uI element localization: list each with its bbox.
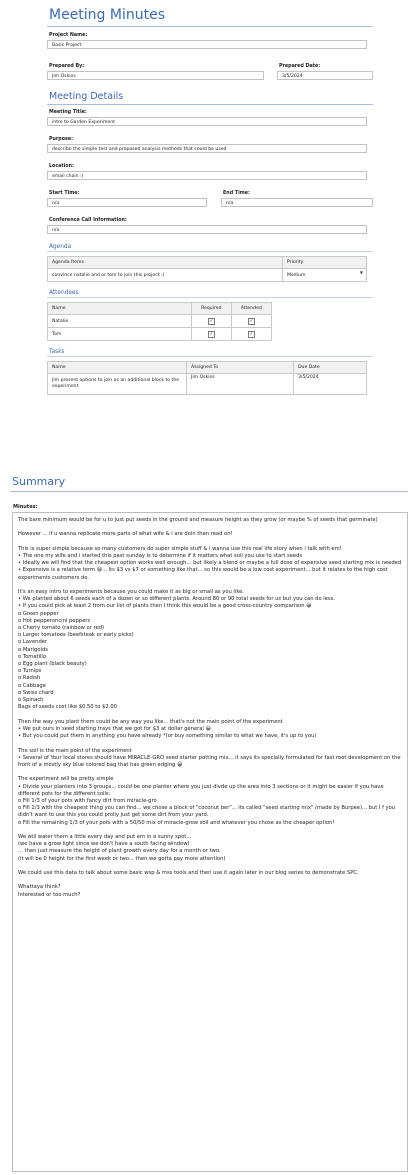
attended-checkbox[interactable]: ✓	[249, 318, 254, 324]
attendee-name-header: Name	[48, 303, 192, 315]
start-time-field[interactable]: n/a	[47, 198, 207, 207]
header-form	[47, 0, 373, 395]
priority-value: Medium	[287, 272, 306, 278]
end-time-field[interactable]: n/a	[221, 198, 373, 207]
required-header: Required	[192, 303, 232, 315]
prepared-date-field[interactable]: 3/5/2024	[277, 71, 373, 80]
tasks-heading: Tasks	[47, 348, 373, 357]
location-field[interactable]: email chain :)	[47, 171, 367, 180]
tasks-table	[47, 361, 367, 395]
attendees-heading: Attendees	[47, 289, 373, 298]
attendees-table	[47, 302, 272, 341]
meeting-title-label: Meeting Title:	[49, 110, 87, 115]
meeting-details-heading: Meeting Details	[47, 89, 373, 105]
prepared-date-label: Prepared Date:	[279, 64, 321, 69]
project-name-label: Project Name:	[49, 33, 88, 38]
agenda-heading: Agenda	[47, 243, 373, 252]
purpose-field[interactable]: describe the simple test and proposed analysis methods that could be used	[47, 144, 367, 153]
task-name-cell[interactable]: Jim present options to join as an additional block to the experiment	[48, 374, 187, 395]
agenda-table	[47, 256, 367, 282]
task-due-cell[interactable]: 3/5/2024	[294, 374, 367, 395]
due-date-header: Due Date	[294, 362, 367, 374]
project-name-field[interactable]: Basic Project	[47, 40, 367, 49]
required-checkbox[interactable]: ✓	[209, 318, 214, 324]
agenda-item-cell[interactable]: convince natalie and or tom to join this project :)	[48, 269, 283, 282]
chevron-down-icon[interactable]: ▼	[359, 270, 363, 275]
summary-heading: Summary	[10, 473, 408, 492]
attendee-name[interactable]: Tom	[48, 328, 192, 341]
minutes-textarea[interactable]: The bare minimum would be for u to just put seeds in the ground and measure height as they grow (or maybe % of seeds that germinate) However ... if u wanna replicate more parts of what wife & i are doin then read on! This is super simple because so many customers do super simple stuff & i wanna use this real life story when i talk with em! • The one my wife and i started this past sunday is to determine if it matters what soil you use to start seeds • Ideally we will find that the cheapest option works well enough... but likely a blend or maybe a full dose of expensive seed starting mix is needed • Expensive is a relative term 😆... its $3 vs $7 or something like that... so this would be a low cost experiment... but it relates to the high cost experiments customers do. It's an easy intro to experiments because you could make it as big or small as you like. • We planted about 6 seeds each of a dozen or so different plants. Around 80 or 90 total seeds for us but you can do less. • If you could pick at least 2 from our list of plants then I think this would be a good cross-country comparison 😀 o Green pepper o Hot pepperoncini peppers o Cherry tomato (rainbow or red) o Larger tomatoes (beefsteak or early picks) o Lavender o Marigolds o Tomatillo o Egg plant (black beauty) o Turnips o Radish o Cabbage o Swiss chard o Spinach Bags of seeds cost like $0.50 to $2.00 Then the way you plant them could be any way you like... that's not the main point of the experiment • We put ours in seed starting trays that we got for $3 at dollar general 😀 • But you could put them in anything you have already *(or buy something similar to what we have, it's up to you) The soil is the main point of the experiment • Several of Your local stores should have MIRACLE-GRO seed starter potting mix... it says its specially formulated for fast root development on the front of a mostly sky blue colored bag that has green edging 😀 The experiment will be pretty simple • Divide your planters into 3 groups... could be one planter where you just divde up the area into 3 sections or it might be easier if you have different pots for the different soils: o Fill 1/3 of your pots with fancy dirt from miracle-gro o Fill 1/3 with the cheapest thing you can find... we chose a block of "coconut ber"... its called "seed starting mix" (made by Burpee)... but I f you didn't want to use this you could prolly just get some dirt from your yard. o Fill the remaining 1/3 of your pots with a 50/50 mix of miracle-grow soil and whatever you chose as the cheaper option! We will water them a little every day and put em in a sunny spot... (we have a grow light since we don't have a south facing window) ... then just measure the height of plant growth every day for a month or two. (it will be 0 height for the first week or two... then we gotta pay more attention) We could use this data to talk about some basic wsp & mss tools and then use it again later in our blog series to demonstrate SPC. Whattaya think? Interested or too much?	[12, 512, 408, 1172]
table-row	[48, 269, 367, 282]
location-label: Location:	[49, 164, 74, 169]
conference-call-field[interactable]: n/a	[47, 225, 367, 234]
conference-call-label: Conference Call Information:	[49, 218, 127, 223]
table-row	[48, 315, 272, 328]
task-assigned-cell[interactable]: Jim Oskins	[187, 374, 294, 395]
agenda-items-header: Agenda Items	[48, 257, 283, 269]
purpose-label: Purpose:	[49, 137, 74, 142]
table-row	[48, 328, 272, 341]
task-name-header: Name	[48, 362, 187, 374]
attended-checkbox[interactable]: ✓	[249, 331, 254, 337]
prepared-by-label: Prepared By:	[49, 64, 85, 69]
page-title: Meeting Minutes	[47, 0, 373, 27]
attended-header: Attended	[231, 303, 271, 315]
start-time-label: Start Time:	[49, 191, 80, 196]
required-checkbox[interactable]: ✓	[209, 331, 214, 337]
assigned-to-header: Assigned To	[187, 362, 294, 374]
end-time-label: End Time:	[223, 191, 250, 196]
priority-header: Priority	[283, 257, 367, 269]
priority-select[interactable]	[283, 269, 367, 282]
prepared-by-field[interactable]: Jim Oskins	[47, 71, 264, 80]
meeting-title-field[interactable]: intro to Garden Experiment	[47, 117, 367, 126]
minutes-label: Minutes:	[13, 504, 38, 510]
table-row	[48, 374, 367, 395]
attendee-name[interactable]: Natalie	[48, 315, 192, 328]
